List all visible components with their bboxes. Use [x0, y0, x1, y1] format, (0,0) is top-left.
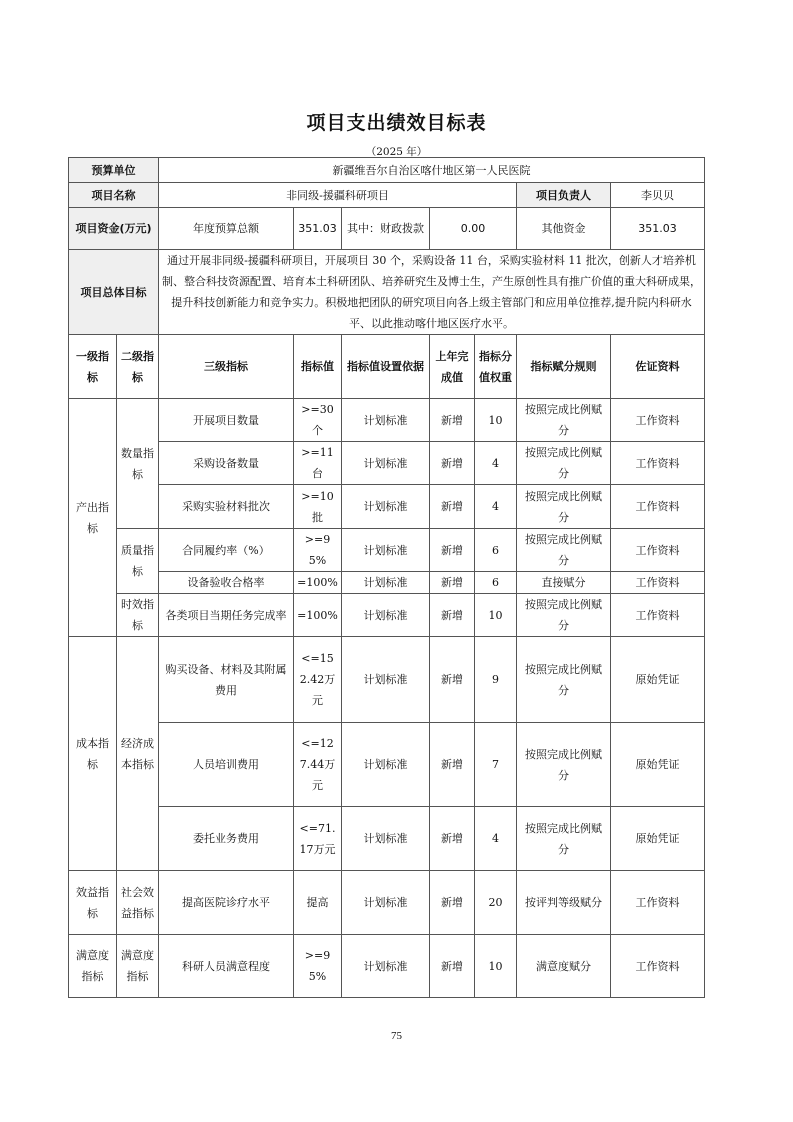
indicator-evidence: 工作资料 — [611, 529, 705, 572]
indicator-weight: 4 — [475, 807, 517, 871]
indicator-value: <=127.44万元 — [294, 723, 342, 807]
indicator-weight: 4 — [475, 442, 517, 485]
indicator-basis: 计划标准 — [342, 485, 430, 529]
indicator-evidence: 工作资料 — [611, 935, 705, 998]
unit-label: 预算单位 — [69, 158, 159, 183]
annual-budget-label: 年度预算总额 — [159, 208, 294, 250]
indicator-basis: 计划标准 — [342, 871, 430, 935]
indicator-evidence: 原始凭证 — [611, 637, 705, 723]
group-cost: 成本指标 — [69, 637, 117, 871]
table-row — [69, 594, 705, 637]
annual-budget-value: 351.03 — [294, 208, 342, 250]
fiscal-value: 0.00 — [430, 208, 517, 250]
indicator-weight: 7 — [475, 723, 517, 807]
group-output: 产出指标 — [69, 399, 117, 637]
indicator-evidence: 工作资料 — [611, 572, 705, 594]
indicator-weight: 9 — [475, 637, 517, 723]
indicator-weight: 10 — [475, 399, 517, 442]
table-row — [69, 572, 705, 594]
indicator-value: <=71.17万元 — [294, 807, 342, 871]
project-name-value: 非同级-援疆科研项目 — [159, 183, 517, 208]
fiscal-label: 其中：财政拨款 — [342, 208, 430, 250]
indicator-name: 开展项目数量 — [159, 399, 294, 442]
indicator-last: 新增 — [430, 572, 475, 594]
indicator-basis: 计划标准 — [342, 637, 430, 723]
table-row — [69, 807, 705, 871]
indicator-rule: 满意度赋分 — [517, 935, 611, 998]
indicator-evidence: 工作资料 — [611, 442, 705, 485]
indicator-evidence: 工作资料 — [611, 399, 705, 442]
indicator-value: 提高 — [294, 871, 342, 935]
indicator-basis: 计划标准 — [342, 807, 430, 871]
indicator-last: 新增 — [430, 807, 475, 871]
unit-value: 新疆维吾尔自治区喀什地区第一人民医院 — [159, 158, 705, 183]
indicator-evidence: 工作资料 — [611, 485, 705, 529]
other-label: 其他资金 — [517, 208, 611, 250]
indicator-name: 提高医院诊疗水平 — [159, 871, 294, 935]
indicator-rule: 直接赋分 — [517, 572, 611, 594]
group-output-quantity: 数量指标 — [117, 399, 159, 529]
indicator-value: >=10批 — [294, 485, 342, 529]
indicator-rule: 按照完成比例赋分 — [517, 807, 611, 871]
indicator-value: =100% — [294, 594, 342, 637]
indicator-basis: 计划标准 — [342, 399, 430, 442]
indicator-last: 新增 — [430, 935, 475, 998]
indicator-rule: 按照完成比例赋分 — [517, 399, 611, 442]
indicator-last: 新增 — [430, 529, 475, 572]
header-rule: 指标赋分规则 — [517, 335, 611, 399]
indicator-name: 合同履约率（%） — [159, 529, 294, 572]
indicator-weight: 4 — [475, 485, 517, 529]
indicator-rule: 按评判等级赋分 — [517, 871, 611, 935]
group-benefit-social: 社会效益指标 — [117, 871, 159, 935]
table-row — [69, 485, 705, 529]
header-value: 指标值 — [294, 335, 342, 399]
indicator-evidence: 工作资料 — [611, 871, 705, 935]
indicator-name: 科研人员满意程度 — [159, 935, 294, 998]
indicator-name: 设备验收合格率 — [159, 572, 294, 594]
table-row — [69, 871, 705, 935]
table-row — [69, 529, 705, 572]
goal-text: 通过开展非同级-援疆科研项目，开展项目 30 个，采购设备 11 台，采购实验材料 11 批次，创新人才培养机制、整合科技资源配置、培育本土科研团队、培养研究生及博士生，产生原创性具有推广价值的重大科研成果，提升科技创新能力和竞争实力。积极地把团队的研究项目向各上级主管部门和应用单位推荐,提升院内科研水平、以此推动喀什地区医疗水平。 — [159, 250, 705, 335]
indicator-rule: 按照完成比例赋分 — [517, 723, 611, 807]
indicator-weight: 20 — [475, 871, 517, 935]
group-output-time: 时效指标 — [117, 594, 159, 637]
indicator-value: <=152.42万元 — [294, 637, 342, 723]
indicator-value: >=30个 — [294, 399, 342, 442]
indicator-name: 采购实验材料批次 — [159, 485, 294, 529]
indicator-last: 新增 — [430, 723, 475, 807]
indicator-last: 新增 — [430, 442, 475, 485]
indicator-weight: 6 — [475, 572, 517, 594]
indicator-name: 购买设备、材料及其附属费用 — [159, 637, 294, 723]
indicator-rule: 按照完成比例赋分 — [517, 485, 611, 529]
goal-label: 项目总体目标 — [69, 250, 159, 335]
page-title: 项目支出绩效目标表 — [306, 112, 487, 134]
indicator-rule: 按照完成比例赋分 — [517, 594, 611, 637]
indicator-basis: 计划标准 — [342, 572, 430, 594]
group-cost-economic: 经济成本指标 — [117, 637, 159, 871]
table-row — [69, 637, 705, 723]
indicator-name: 委托业务费用 — [159, 807, 294, 871]
indicator-value: =100% — [294, 572, 342, 594]
header-weight: 指标分值权重 — [475, 335, 517, 399]
table-row — [69, 442, 705, 485]
indicator-evidence: 原始凭证 — [611, 723, 705, 807]
header-last-year: 上年完成值 — [430, 335, 475, 399]
indicator-rule: 按照完成比例赋分 — [517, 529, 611, 572]
indicator-last: 新增 — [430, 871, 475, 935]
header-level3: 三级指标 — [159, 335, 294, 399]
indicator-last: 新增 — [430, 594, 475, 637]
indicator-name: 各类项目当期任务完成率 — [159, 594, 294, 637]
header-level1: 一级指标 — [69, 335, 117, 399]
page-number: 75 — [391, 1030, 402, 1042]
group-benefit: 效益指标 — [69, 871, 117, 935]
indicator-basis: 计划标准 — [342, 935, 430, 998]
indicator-rule: 按照完成比例赋分 — [517, 637, 611, 723]
indicator-value: >=95% — [294, 935, 342, 998]
indicator-rule: 按照完成比例赋分 — [517, 442, 611, 485]
indicator-name: 采购设备数量 — [159, 442, 294, 485]
header-level2: 二级指标 — [117, 335, 159, 399]
indicator-evidence: 原始凭证 — [611, 807, 705, 871]
indicator-last: 新增 — [430, 399, 475, 442]
header-evidence: 佐证资料 — [611, 335, 705, 399]
indicator-weight: 10 — [475, 935, 517, 998]
funds-label: 项目资金(万元) — [69, 208, 159, 250]
leader-label: 项目负责人 — [517, 183, 611, 208]
indicator-basis: 计划标准 — [342, 529, 430, 572]
indicator-basis: 计划标准 — [342, 723, 430, 807]
leader-value: 李贝贝 — [611, 183, 705, 208]
indicator-last: 新增 — [430, 485, 475, 529]
header-basis: 指标值设置依据 — [342, 335, 430, 399]
indicator-evidence: 工作资料 — [611, 594, 705, 637]
group-output-quality: 质量指标 — [117, 529, 159, 594]
group-satisfaction: 满意度指标 — [69, 935, 117, 998]
indicator-value: >=95% — [294, 529, 342, 572]
indicator-last: 新增 — [430, 637, 475, 723]
indicator-basis: 计划标准 — [342, 442, 430, 485]
indicator-name: 人员培训费用 — [159, 723, 294, 807]
table-row — [69, 723, 705, 807]
performance-table — [68, 157, 705, 998]
project-name-label: 项目名称 — [69, 183, 159, 208]
group-satisfaction-sub: 满意度指标 — [117, 935, 159, 998]
indicator-value: >=11台 — [294, 442, 342, 485]
year-label: （2025 年） — [365, 146, 428, 158]
table-row — [69, 399, 705, 442]
indicator-basis: 计划标准 — [342, 594, 430, 637]
indicator-weight: 10 — [475, 594, 517, 637]
table-row — [69, 935, 705, 998]
indicator-weight: 6 — [475, 529, 517, 572]
other-value: 351.03 — [611, 208, 705, 250]
